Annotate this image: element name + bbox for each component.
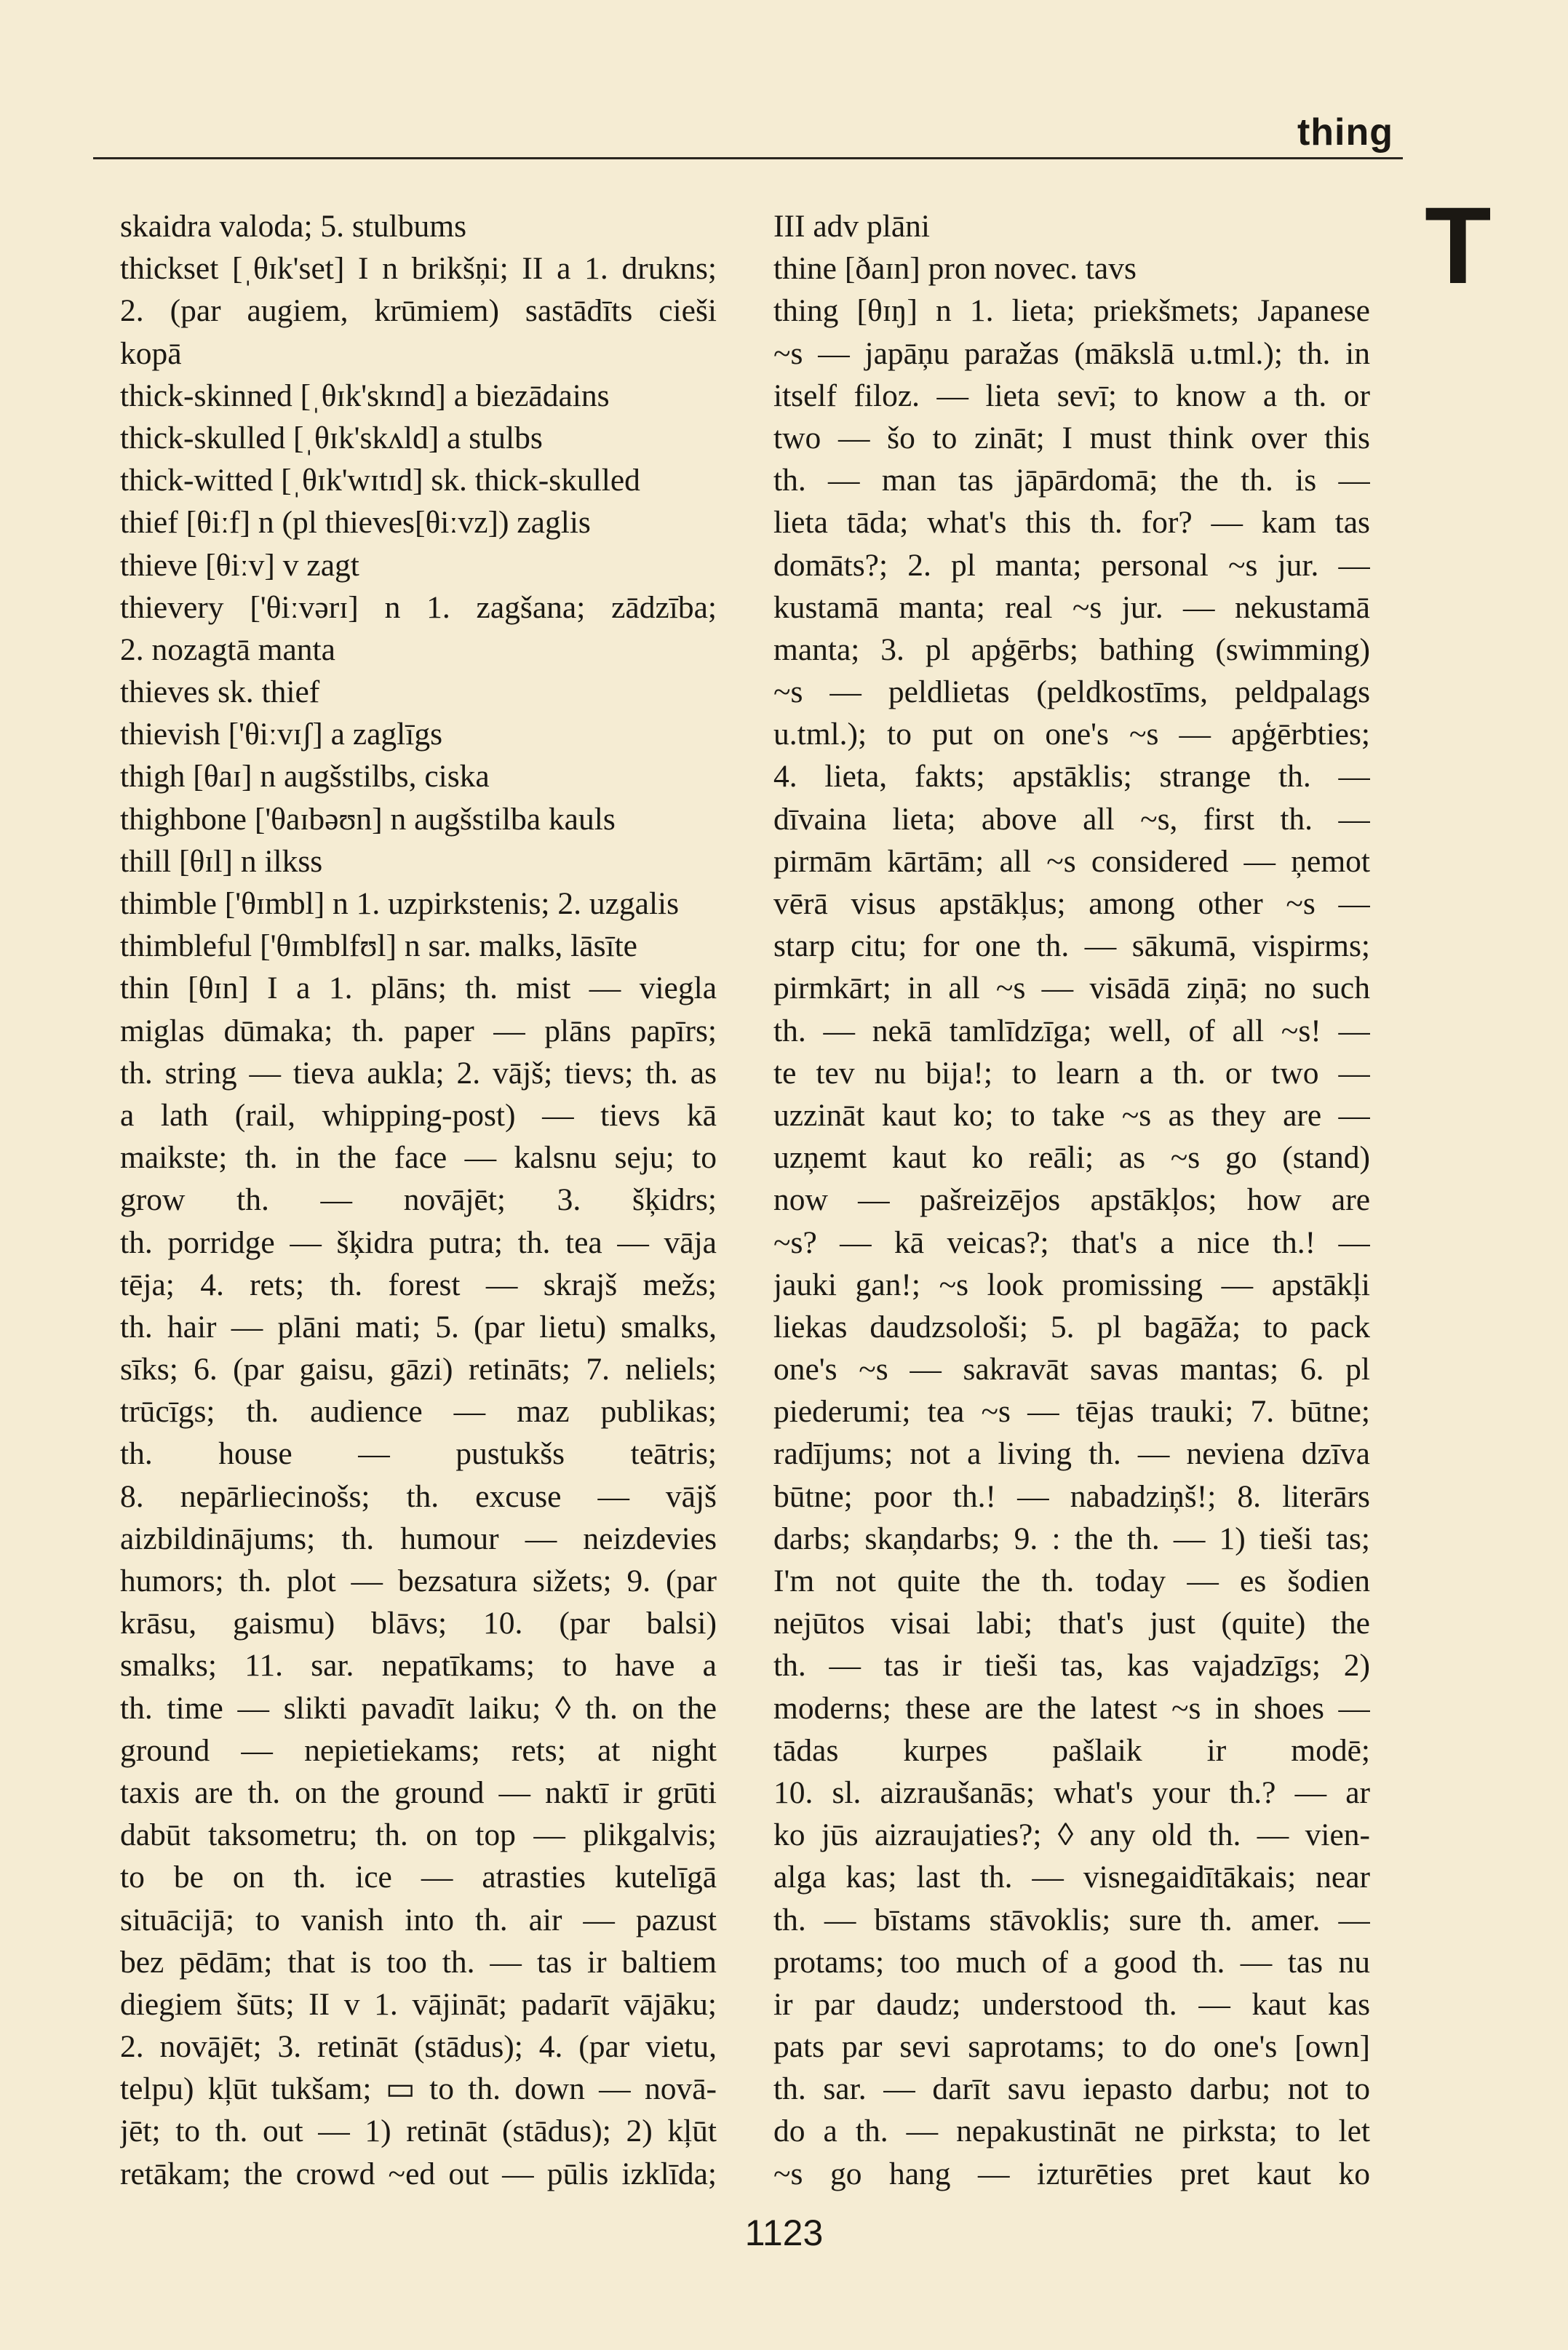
entry-line: thievish ['θiːvɪʃ] a zaglīgs	[120, 717, 443, 752]
entry-line: a lath (rail, whipping-post) — tievs kā	[120, 1097, 717, 1133]
entry-line: th. string — tieva aukla; 2. vājš; tievs; th. as	[120, 1055, 717, 1091]
entry-line: radījums; not a living th. — neviena dzīva	[773, 1436, 1370, 1472]
entry-line: 10. sl. aizraušanās; what's your th.? — ar	[773, 1775, 1370, 1810]
entry-line: 8. nepārliecinošs; th. excuse — vājš	[120, 1478, 717, 1514]
entry-line: thill [θɪl] n ilkss	[120, 843, 323, 879]
entry-line: dabūt taksometru; th. on top — plikgalvis;	[120, 1817, 717, 1853]
entry-line: thigh [θaɪ] n augšstilbs, ciska	[120, 759, 490, 794]
entry-line: domāts?; 2. pl manta; personal ~s jur. —	[773, 547, 1370, 583]
entry-line: ~s — peldlietas (peldkostīms, peldpalags	[773, 674, 1370, 710]
entry-line: protams; too much of a good th. — tas nu	[773, 1944, 1370, 1980]
entry-line: itself filoz. — lieta sevī; to know a th. or	[773, 378, 1370, 413]
entry-line: alga kas; last th. — visnegaidītākais; near	[773, 1860, 1370, 1895]
entry-line: thine [ðaɪn] pron novec. tavs	[773, 251, 1137, 287]
entry-line: th. hair — plāni mati; 5. (par lietu) smalks,	[120, 1309, 717, 1345]
entry-line: thickset [ˌθɪk'set] I n brikšņi; II a 1. drukns;	[120, 251, 717, 287]
entry-line: uzzināt kaut ko; to take ~s as they are —	[773, 1097, 1370, 1133]
entry-line: pats par sevi saprotams; to do one's [own]	[773, 2029, 1370, 2065]
entry-line: jauki gan!; ~s look promissing — apstākļi	[773, 1267, 1370, 1302]
entry-line: tādas kurpes pašlaik ir modē;	[773, 1732, 1370, 1768]
entry-line: pirmkārt; in all ~s — visādā ziņā; no such	[773, 971, 1370, 1006]
entry-line: diegiem šūts; II v 1. vājināt; padarīt vājāku;	[120, 1986, 717, 2022]
entry-line: trūcīgs; th. audience — maz publikas;	[120, 1394, 717, 1430]
entry-line: thief [θiːf] n (pl thieves[θiːvz]) zaglis	[120, 505, 591, 541]
entry-line: th. porridge — šķidra putra; th. tea — vāja	[120, 1224, 717, 1260]
entry-line: skaidra valoda; 5. stulbums	[120, 209, 467, 244]
entry-line: telpu) kļūt tukšam; ▭ to th. down — novā-	[120, 2071, 717, 2107]
entry-line: ~s go hang — izturēties pret kaut ko	[773, 2156, 1370, 2191]
entry-line: u.tml.); to put on one's ~s — apģērbties;	[773, 717, 1370, 752]
entry-line: aizbildinājums; th. humour — neizdevies	[120, 1521, 717, 1556]
entry-line: kopā	[120, 335, 182, 371]
entry-line: 2. nozagtā manta	[120, 632, 335, 667]
entry-line: thin [θɪn] I a 1. plāns; th. mist — viegla	[120, 971, 717, 1006]
entry-line: tēja; 4. rets; th. forest — skrajš mežs;	[120, 1267, 717, 1302]
entry-line: thimbleful ['θɪmblfʊl] n sar. malks, lāsīte	[120, 928, 637, 964]
entry-line: liekas daudzsološi; 5. pl bagāža; to pack	[773, 1309, 1370, 1345]
entry-line: situācijā; to vanish into th. air — pazust	[120, 1902, 717, 1937]
entry-line: smalks; 11. sar. nepatīkams; to have a	[120, 1648, 717, 1684]
entry-line: ~s — japāņu paražas (mākslā u.tml.); th. in	[773, 335, 1370, 371]
entry-line: darbs; skaņdarbs; 9. : the th. — 1) tieši tas;	[773, 1521, 1370, 1556]
entry-line: retākam; the crowd ~ed out — pūlis izklīda;	[120, 2156, 717, 2191]
entry-line: th. — nekā tamlīdzīga; well, of all ~s! —	[773, 1013, 1370, 1048]
entry-line: one's ~s — sakravāt savas mantas; 6. pl	[773, 1352, 1370, 1387]
header-rule	[93, 157, 1403, 159]
entry-line: humors; th. plot — bezsatura sižets; 9. (par	[120, 1564, 717, 1598]
entry-line: thimble ['θɪmbl] n 1. uzpirkstenis; 2. uzgalis	[120, 886, 680, 921]
entry-line: grow th. — novājēt; 3. šķidrs;	[120, 1182, 717, 1218]
entry-line: th. — bīstams stāvoklis; sure th. amer. —	[773, 1902, 1370, 1937]
entry-line: do a th. — nepakustināt ne pirksta; to let	[773, 2114, 1370, 2149]
left-column	[120, 205, 717, 2195]
entry-line: nejūtos visai labi; that's just (quite) the	[773, 1606, 1370, 1641]
entry-line: krāsu, gaismu) blāvs; 10. (par balsi)	[120, 1606, 717, 1641]
entry-line: manta; 3. pl apģērbs; bathing (swimming)	[773, 632, 1370, 667]
entry-line: moderns; these are the latest ~s in shoes —	[773, 1690, 1370, 1726]
entry-line: th. — tas ir tieši tas, kas vajadzīgs; 2)	[773, 1648, 1370, 1684]
entry-line: būtne; poor th.! — nabadziņš!; 8. literārs	[773, 1478, 1370, 1514]
entry-line: 2. (par augiem, krūmiem) sastādīts cieši	[120, 293, 717, 329]
entry-line: sīks; 6. (par gaisu, gāzi) retināts; 7. neliels;	[120, 1352, 717, 1387]
entry-line: 4. lieta, fakts; apstāklis; strange th. —	[773, 759, 1370, 794]
thumb-tab-letter: T	[1425, 184, 1492, 306]
entry-line: III adv plāni	[773, 209, 930, 244]
entry-line: thieve [θiːv] v zagt	[120, 547, 359, 583]
entry-line: dīvaina lieta; above all ~s, first th. —	[773, 801, 1370, 837]
entry-line: taxis are th. on the ground — naktī ir grūti	[120, 1775, 717, 1810]
entry-line: thick-witted [ˌθɪk'wɪtɪd] sk. thick-skulled	[120, 463, 640, 498]
running-head: thing	[1297, 111, 1393, 154]
entry-line: now — pašreizējos apstākļos; how are	[773, 1182, 1370, 1218]
entry-line: th. — man tas jāpārdomā; the th. is —	[773, 463, 1370, 498]
entry-line: starp citu; for one th. — sākumā, vispirms;	[773, 928, 1370, 964]
entry-line: ~s? — kā veicas?; that's a nice th.! —	[773, 1224, 1370, 1260]
entry-line: ko jūs aizraujaties?; ◊ any old th. — vien-	[773, 1817, 1370, 1853]
entry-line: thing [θɪŋ] n 1. lieta; priekšmets; Japanese	[773, 293, 1370, 329]
entry-line: th. time — slikti pavadīt laiku; ◊ th. on the	[120, 1690, 717, 1726]
entry-line: thieves sk. thief	[120, 674, 320, 710]
entry-line: vērā visus apstākļus; among other ~s —	[773, 886, 1370, 921]
entry-line: te tev nu bija!; to learn a th. or two —	[773, 1055, 1370, 1091]
entry-line: thick-skinned [ˌθɪk'skɪnd] a biezādains	[120, 378, 610, 413]
entry-line: bez pēdām; that is too th. — tas ir baltiem	[120, 1944, 717, 1980]
entry-line: maikste; th. in the face — kalsnu seju; to	[120, 1140, 717, 1176]
entry-line: I'm not quite the th. today — es šodien	[773, 1564, 1370, 1598]
entry-line: to be on th. ice — atrasties kutelīgā	[120, 1860, 717, 1895]
page-number: 1123	[744, 2212, 824, 2253]
entry-line: piederumi; tea ~s — tējas trauki; 7. būtne;	[773, 1394, 1370, 1430]
entry-line: uzņemt kaut ko reāli; as ~s go (stand)	[773, 1140, 1370, 1176]
entry-line: jēt; to th. out — 1) retināt (stādus); 2) kļūt	[120, 2114, 717, 2149]
entry-line: ir par daudz; understood th. — kaut kas	[773, 1986, 1370, 2022]
entry-line: thighbone ['θaɪbəʊn] n augšstilba kauls	[120, 801, 616, 837]
entry-line: pirmām kārtām; all ~s considered — ņemot	[773, 843, 1370, 879]
entry-line: kustamā manta; real ~s jur. — nekustamā	[773, 589, 1370, 625]
entry-line: thievery ['θiːvərɪ] n 1. zagšana; zādzība;	[120, 589, 717, 625]
entry-line: 2. novājēt; 3. retināt (stādus); 4. (par vietu,	[120, 2029, 717, 2065]
entry-line: ground — nepietiekams; rets; at night	[120, 1732, 717, 1768]
entry-line: miglas dūmaka; th. paper — plāns papīrs;	[120, 1013, 717, 1048]
right-column	[773, 205, 1370, 2195]
entry-line: thick-skulled [ˌθɪk'skʌld] a stulbs	[120, 420, 543, 455]
entry-line: th. sar. — darīt savu iерasto darbu; not to	[773, 2071, 1370, 2107]
entry-line: lieta tāda; what's this th. for? — kam tas	[773, 505, 1370, 541]
entry-line: two — šo to zināt; I must think over this	[773, 420, 1370, 455]
entry-line: th. house — pustukšs teātris;	[120, 1436, 717, 1472]
